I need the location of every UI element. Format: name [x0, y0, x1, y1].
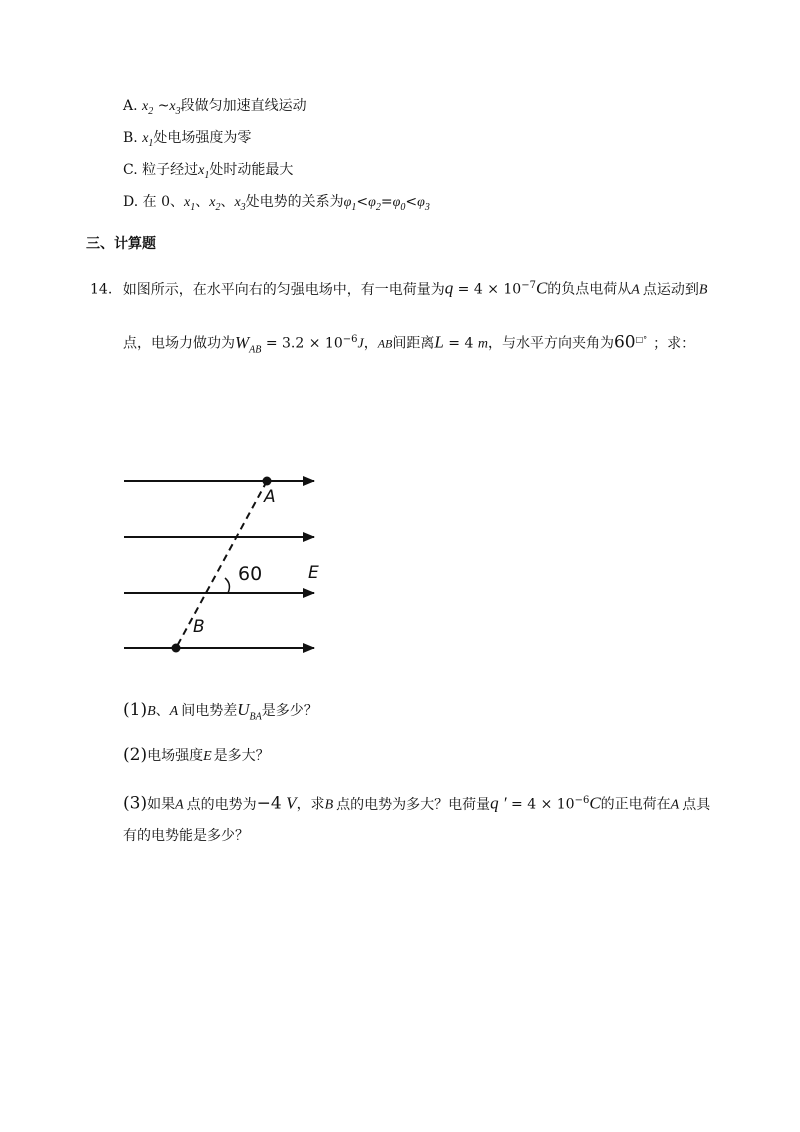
point-b: B [698, 282, 708, 298]
point-b: B [147, 704, 156, 719]
var-x1: $x_1$ [142, 131, 154, 149]
subquestion-1 [123, 700, 318, 727]
option-d-text2: 处电势的关系为 [245, 194, 344, 210]
option-d-text1: 在 0、 [142, 194, 184, 210]
subquestion-3 [123, 791, 710, 816]
unit-c: C [535, 278, 548, 298]
subquestion-text: 如果 [147, 796, 176, 813]
q-prime-exponent: −6 [574, 795, 590, 806]
question-line-1 [90, 276, 707, 301]
var-x2: $x_2$ [209, 195, 221, 213]
option-b-label: B. [123, 130, 138, 146]
question-text: 如图所示，在水平向右的匀强电场中，有一电荷量为 [122, 281, 445, 298]
phi-3: $\varphi_3$ [417, 195, 430, 213]
subquestion-number: (1) [123, 700, 148, 720]
var-x3: $x_3$ [234, 195, 246, 213]
subquestion-text: ，求 [296, 796, 325, 813]
subquestion-text: 点具 [682, 796, 711, 813]
point-a: A [169, 704, 179, 719]
option-c-text1: 粒子经过 [142, 162, 199, 178]
phi-1: $\varphi_1$ [343, 195, 357, 213]
point-b: B [324, 797, 334, 813]
figure-label-b: B [193, 617, 205, 637]
subquestion-text: 点的电势为 [186, 796, 257, 813]
var-x2: $x_2$ [142, 99, 154, 117]
var-q: q [444, 278, 454, 298]
option-b [123, 128, 251, 154]
sep: 、 [220, 194, 235, 210]
question-text: ，与水平方向夹角为 [487, 335, 614, 352]
option-c-label: C. [123, 162, 138, 178]
var-w: $W_{AB}$ [235, 332, 262, 356]
option-d [123, 192, 430, 218]
var-q-prime: q ′ [490, 793, 507, 813]
option-c-text2: 处时动能最大 [209, 162, 294, 178]
phi-0: $\varphi_0$ [392, 195, 406, 213]
q-value: = 4 × 10 [453, 281, 522, 298]
w-value: = 3.2 × 10 [261, 335, 343, 352]
w-exponent: −6 [342, 334, 358, 345]
degree-mark: □° [635, 335, 648, 344]
subquestion-number: (3) [123, 793, 148, 814]
point-b-dot [172, 644, 181, 653]
segment-ab: AB [377, 336, 393, 351]
sep: 、 [195, 194, 210, 210]
phi-2: $\varphi_2$ [368, 195, 381, 213]
subquestion-text: 是多大？ [213, 748, 270, 764]
question-text: 点运动到 [642, 281, 699, 298]
point-a-dot [263, 477, 272, 486]
angle-arc [225, 578, 229, 593]
equals: = [380, 194, 393, 210]
point-a: A [670, 797, 680, 813]
var-x1: $x_1$ [184, 195, 196, 213]
unit-c: C [589, 793, 601, 813]
figure-label-angle: 60 [238, 563, 263, 585]
var-x3: $x_3$ [169, 99, 181, 117]
section-title: 三、计算题 [86, 236, 156, 252]
unit-v: V [286, 793, 297, 813]
subquestion-text: 是多少？ [261, 703, 318, 719]
question-text: ；求： [653, 335, 696, 352]
point-a: A [175, 797, 184, 813]
electric-field-figure [118, 466, 328, 662]
figure-label-a: A [264, 487, 276, 507]
figure-label-e: E [308, 563, 319, 583]
less-than: < [405, 194, 418, 210]
subquestion-text: 电场强度 [147, 748, 204, 764]
subquestion-number: (2) [123, 745, 148, 765]
less-than: < [356, 194, 369, 210]
var-e: E [203, 749, 212, 764]
question-text: 点，电场力做功为 [123, 335, 235, 352]
angle-value: 60 [613, 332, 636, 353]
option-d-label: D. [123, 194, 139, 210]
option-a-text: 段做匀加速直线运动 [180, 98, 307, 114]
tilde: ~ [157, 98, 170, 114]
question-number: 14. [90, 281, 113, 298]
var-x1: $x_1$ [198, 163, 210, 181]
option-b-text: 处电场强度为零 [153, 130, 252, 146]
potential-value: −4 [256, 793, 282, 814]
subquestion-text: 的正电荷在 [600, 796, 671, 813]
option-a-label: A. [123, 98, 138, 114]
unit-m: m [477, 336, 488, 352]
unit-j: J [357, 336, 364, 352]
var-l: L [434, 332, 444, 352]
point-a: A [631, 282, 640, 298]
option-a [123, 96, 307, 122]
l-value: = 4 [443, 335, 474, 352]
q-prime-value: = 4 × 10 [506, 796, 575, 813]
question-text: ， [363, 335, 378, 352]
subquestion-text: 点的电势为多大？电荷量 [336, 796, 491, 813]
subquestion-3-line-2: 有的电势能是多少？ [123, 828, 249, 844]
q-exponent: −7 [521, 280, 536, 291]
var-u: $U_{BA}$ [237, 700, 262, 723]
question-text: 间距离 [392, 335, 435, 352]
option-c [123, 160, 293, 186]
sep: 、 [155, 703, 170, 719]
subquestion-text: 间电势差 [181, 703, 238, 719]
subquestion-2 [123, 745, 270, 767]
question-line-2 [123, 330, 695, 360]
question-text: 的负点电荷从 [547, 281, 632, 298]
